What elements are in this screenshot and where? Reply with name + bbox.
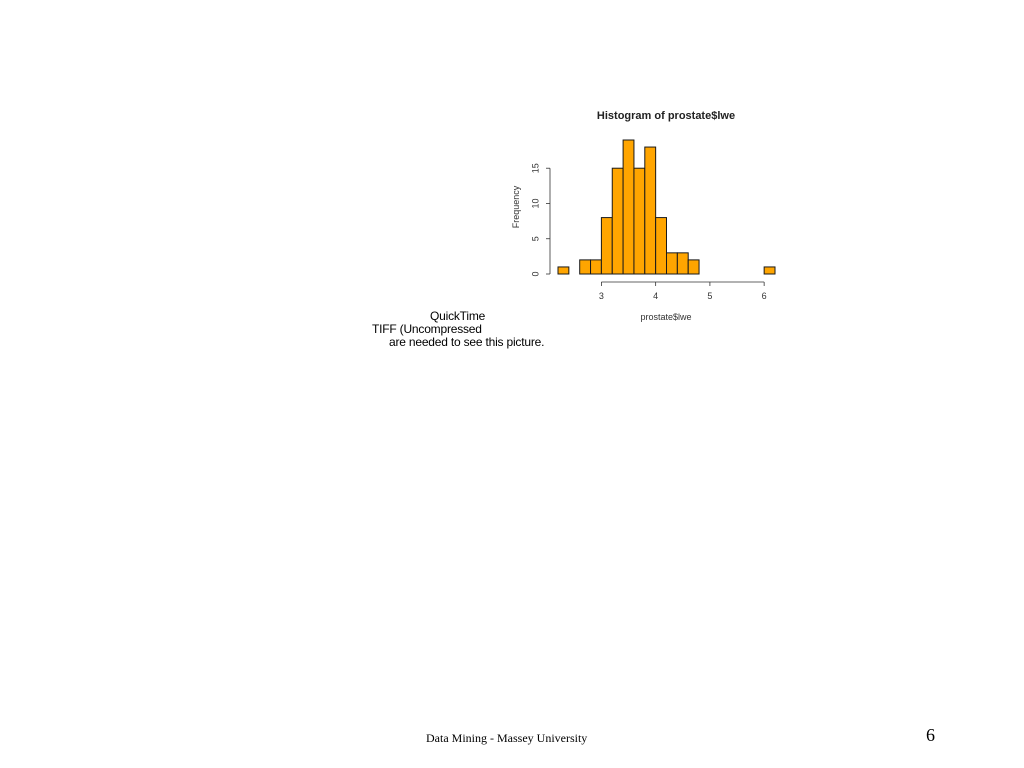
placeholder-line-3: are needed to see this picture. (389, 335, 545, 349)
y-axis-label: Frequency (511, 185, 521, 229)
histogram-bar (677, 253, 688, 274)
histogram-bar (591, 260, 602, 274)
histogram-bar (645, 147, 656, 274)
histogram-chart (500, 100, 790, 330)
chart-title: Histogram of prostate$lwe (596, 110, 736, 122)
histogram-bar (667, 253, 678, 274)
x-tick-label: 4 (653, 291, 659, 301)
histogram-bar (764, 267, 775, 274)
x-tick-label: 5 (707, 291, 713, 301)
x-tick-label: 6 (761, 291, 767, 301)
placeholder-line-2: TIFF (Uncompressed (372, 322, 482, 336)
histogram-bar (656, 218, 667, 274)
y-tick-label: 0 (530, 271, 541, 277)
slide-number: 6 (926, 725, 935, 745)
histogram-bar (612, 168, 623, 274)
histogram-bar (623, 140, 634, 274)
footer-text: Data Mining - Massey University (426, 731, 588, 745)
histogram-bar (688, 260, 699, 274)
x-tick-label: 3 (598, 291, 604, 301)
placeholder-line-1: QuickTime (430, 309, 486, 323)
y-tick-label: 10 (530, 198, 541, 209)
histogram-bar (580, 260, 591, 274)
histogram-bar (558, 267, 569, 274)
histogram-bar (601, 218, 612, 274)
histogram-bar (634, 168, 645, 274)
bars-group (558, 140, 775, 274)
y-tick-label: 5 (530, 236, 541, 242)
x-axis-label: prostate$lwe (640, 312, 692, 322)
y-tick-label: 15 (530, 163, 541, 174)
